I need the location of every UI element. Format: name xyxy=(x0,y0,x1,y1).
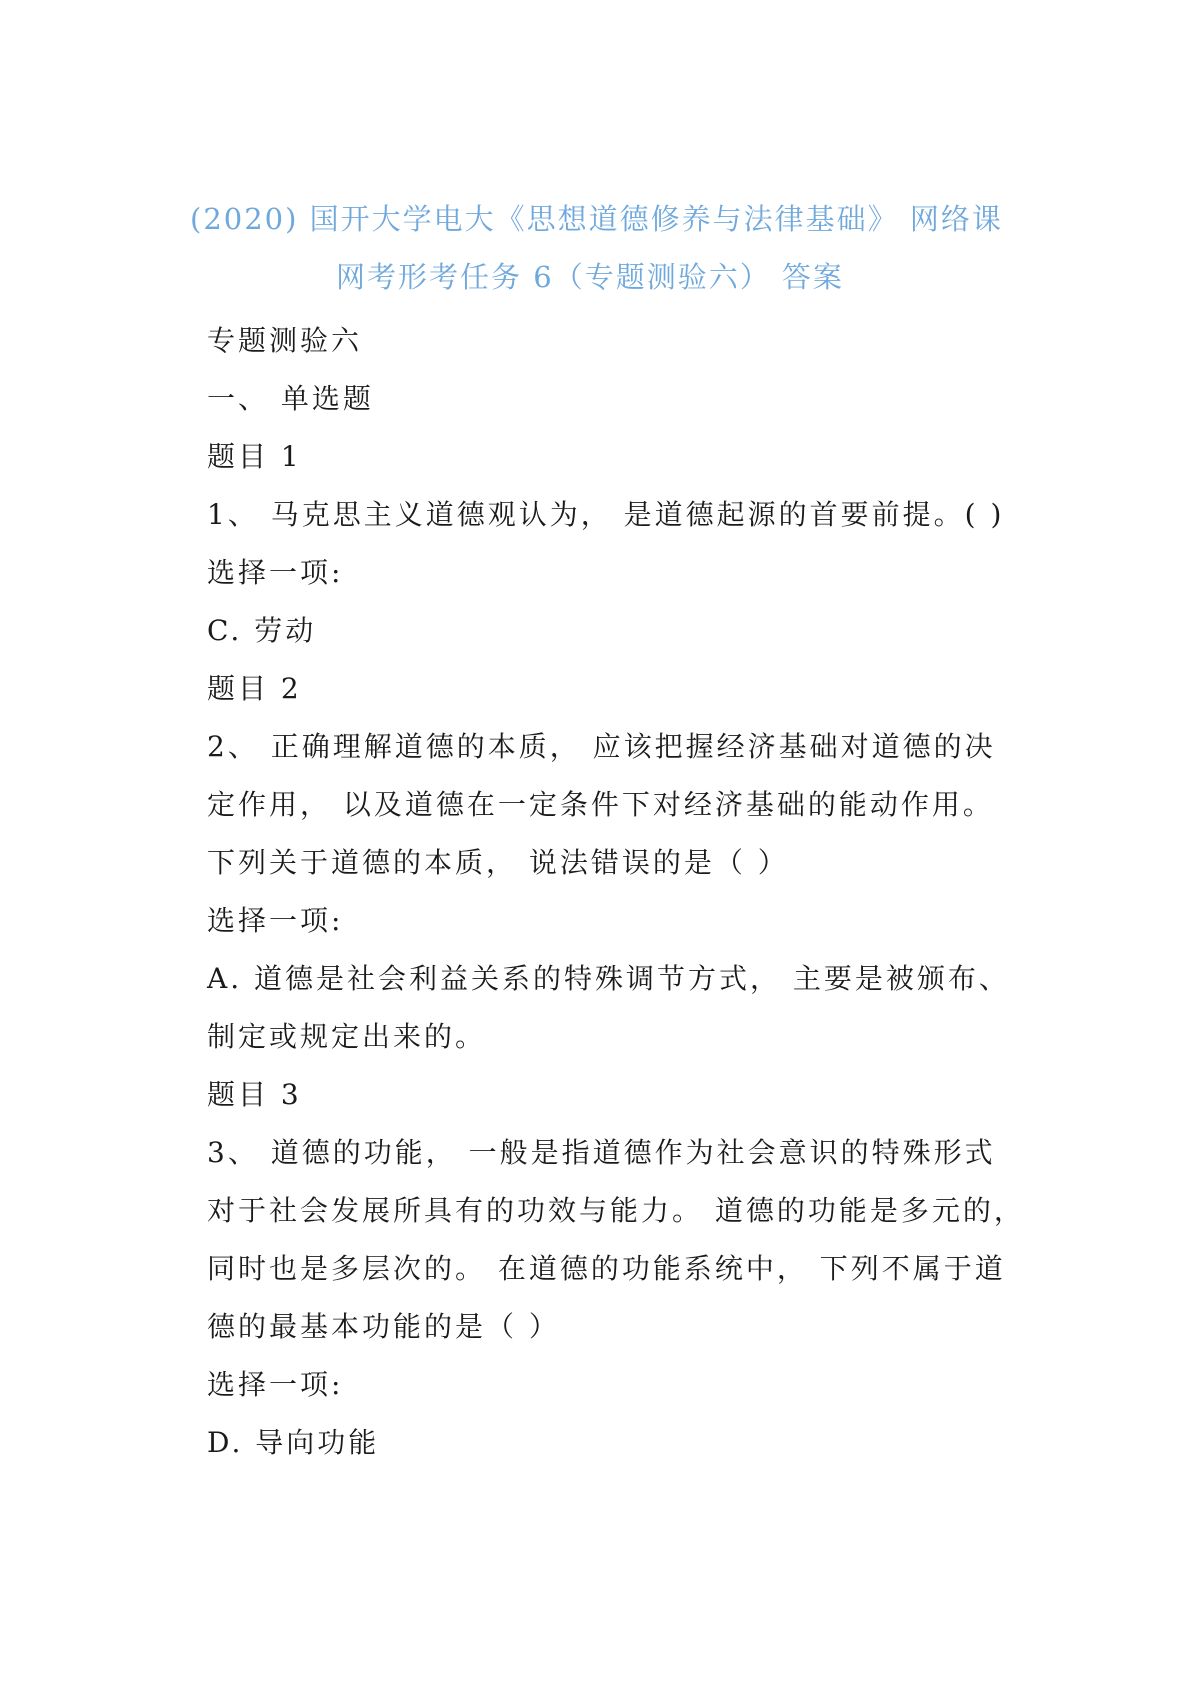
title-line-1: (2020) 国开大学电大《思想道德修养与法律基础》 网络课 xyxy=(190,202,1003,236)
question-stem-line: 对于社会发展所具有的功效与能力。 道德的功能是多元的， xyxy=(207,1194,1025,1227)
question-stem-line: 定作用， 以及道德在一定条件下对经济基础的能动作用。 xyxy=(207,788,994,821)
question-label: 题目 1 xyxy=(207,440,302,473)
answer-line: 制定或规定出来的。 xyxy=(207,1020,487,1053)
section-title: 专题测验六 xyxy=(207,324,363,357)
question-stem-line: 德的最基本功能的是（ ） xyxy=(207,1310,560,1343)
question-stem-line: 同时也是多层次的。 在道德的功能系统中， 下列不属于道 xyxy=(207,1252,1006,1285)
title-line-2: 网考形考任务 6（专题测验六） 答案 xyxy=(336,260,844,294)
part-heading: 一、 单选题 xyxy=(207,382,374,415)
choice-prompt: 选择一项: xyxy=(207,556,344,589)
answer-line: D. 导向功能 xyxy=(207,1426,380,1459)
choice-prompt: 选择一项: xyxy=(207,1368,344,1401)
document-body xyxy=(207,312,1025,1472)
question-stem-line: 2、 正确理解道德的本质， 应该把握经济基础对道德的决 xyxy=(207,730,996,763)
question-3 xyxy=(207,1066,1025,1472)
answer-line: A. 道德是社会利益关系的特殊调节方式， 主要是被颁布、 xyxy=(207,962,1010,995)
question-stem-line: 下列关于道德的本质， 说法错误的是（ ） xyxy=(207,846,789,879)
question-2 xyxy=(207,660,1010,1066)
question-1 xyxy=(207,428,1005,660)
choice-prompt: 选择一项: xyxy=(207,904,344,937)
question-stem-line: 1、 马克思主义道德观认为， 是道德起源的首要前提。( ) xyxy=(207,498,1005,531)
document-title xyxy=(190,190,1003,306)
question-label: 题目 2 xyxy=(207,672,302,705)
question-stem-line: 3、 道德的功能， 一般是指道德作为社会意识的特殊形式 xyxy=(207,1136,996,1169)
question-label: 题目 3 xyxy=(207,1078,302,1111)
answer-line: C. 劳动 xyxy=(207,614,317,647)
